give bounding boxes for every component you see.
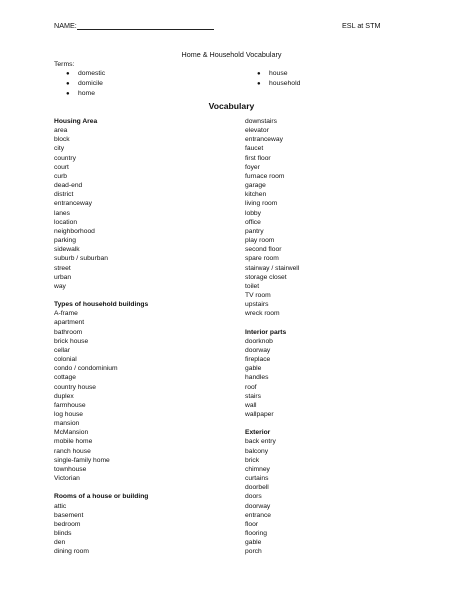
vocab-item: attic bbox=[54, 502, 67, 510]
vocab-item: lanes bbox=[54, 209, 70, 217]
vocab-item: bedroom bbox=[54, 520, 81, 528]
term-item: ● home bbox=[66, 90, 96, 97]
vocab-item: sidewalk bbox=[54, 246, 80, 254]
vocab-item: downstairs bbox=[245, 118, 277, 125]
name-underline bbox=[77, 29, 214, 30]
vocab-item: gable bbox=[245, 365, 262, 373]
vocab-item: lobby bbox=[245, 209, 261, 217]
vocab-item: apartment bbox=[54, 319, 85, 327]
vocab-item: pantry bbox=[245, 227, 264, 235]
vocab-item: area bbox=[54, 127, 68, 135]
vocab-item: stairs bbox=[245, 392, 261, 400]
vocab-item: block bbox=[54, 136, 70, 144]
vocab-item: location bbox=[54, 218, 78, 226]
vocab-item: colonial bbox=[54, 356, 77, 364]
vocab-item: ranch house bbox=[54, 447, 91, 455]
vocab-item: flooring bbox=[245, 530, 267, 537]
vocab-item: first floor bbox=[245, 154, 271, 162]
terms-label: Terms: bbox=[54, 61, 75, 68]
vocab-item: way bbox=[54, 282, 66, 290]
vocab-item: back entry bbox=[245, 438, 276, 446]
vocab-item: duplex bbox=[54, 392, 74, 400]
vocab-item: doorway bbox=[245, 502, 271, 510]
vocab-item: storage closet bbox=[245, 273, 287, 281]
vocab-item: stairway / stairwell bbox=[245, 264, 300, 272]
section-heading: Housing Area bbox=[54, 118, 98, 125]
vocab-item: entrance bbox=[245, 511, 272, 519]
vocab-item: TV room bbox=[245, 291, 271, 299]
vocab-item: curb bbox=[54, 172, 68, 180]
term-item: ● house bbox=[257, 70, 288, 77]
vocab-item: brick house bbox=[54, 337, 89, 345]
vocab-item: court bbox=[54, 163, 69, 171]
vocab-item: living room bbox=[245, 200, 278, 208]
vocab-item: floor bbox=[245, 520, 259, 528]
vocabulary-column-left bbox=[54, 117, 148, 556]
spacer bbox=[245, 318, 299, 327]
vocab-item: entranceway bbox=[245, 136, 283, 144]
vocab-item: dining room bbox=[54, 548, 89, 556]
spacer bbox=[54, 291, 148, 300]
section-heading: Exterior bbox=[245, 429, 271, 437]
bullet-icon: ● bbox=[66, 91, 70, 97]
vocab-item: suburb / suburban bbox=[54, 255, 108, 263]
vocab-item: parking bbox=[54, 237, 76, 245]
vocab-item: handles bbox=[245, 374, 269, 382]
vocab-item: country house bbox=[54, 383, 97, 391]
vocab-item: gable bbox=[245, 539, 262, 547]
document-title: Home & Household Vocabulary bbox=[181, 50, 282, 59]
vocab-item: single-family home bbox=[54, 456, 110, 464]
vocab-item: wreck room bbox=[245, 310, 280, 318]
vocab-item: spare room bbox=[245, 255, 279, 263]
vocab-item: country bbox=[54, 154, 76, 162]
vocab-item: doorbell bbox=[245, 484, 269, 492]
vocab-item: foyer bbox=[245, 163, 260, 171]
vocab-item: cellar bbox=[54, 346, 70, 354]
vocab-item: neighborhood bbox=[54, 227, 95, 235]
name-label: NAME: bbox=[54, 21, 77, 30]
bullet-icon: ● bbox=[257, 81, 261, 87]
vocab-item: chimney bbox=[245, 465, 270, 473]
section-heading: Types of household buildings bbox=[54, 301, 149, 309]
vocab-item: cottage bbox=[54, 374, 76, 382]
vocab-item: doors bbox=[245, 493, 262, 501]
vocab-item: mobile home bbox=[54, 438, 93, 446]
vocab-item: elevator bbox=[245, 127, 269, 135]
vocab-item: kitchen bbox=[245, 191, 267, 199]
vocab-item: roof bbox=[245, 383, 257, 391]
vocab-item: doorknob bbox=[245, 337, 273, 345]
vocab-item: toilet bbox=[245, 282, 260, 290]
vocab-item: wallpaper bbox=[245, 410, 274, 418]
vocab-item: play room bbox=[245, 237, 275, 245]
vocab-item: townhouse bbox=[54, 465, 87, 473]
vocab-item: curtains bbox=[245, 475, 269, 483]
vocab-item: balcony bbox=[245, 447, 269, 455]
term-item: ● domicile bbox=[66, 80, 103, 87]
vocab-item: office bbox=[245, 218, 261, 226]
section-heading: Interior parts bbox=[245, 328, 287, 336]
bullet-icon: ● bbox=[257, 71, 261, 77]
vocab-item: second floor bbox=[245, 246, 282, 254]
vocab-item: McMansion bbox=[54, 429, 89, 437]
vocab-item: blinds bbox=[54, 530, 72, 537]
vocab-item: city bbox=[54, 145, 65, 153]
bullet-icon: ● bbox=[66, 81, 70, 87]
vocab-item: condo / condominium bbox=[54, 365, 118, 373]
vocab-item: porch bbox=[245, 548, 262, 556]
spacer bbox=[54, 483, 148, 492]
vocab-item: district bbox=[54, 191, 74, 199]
vocab-item: bathroom bbox=[54, 328, 83, 336]
school-label: ESL at STM bbox=[342, 21, 381, 30]
vocab-item: A-frame bbox=[54, 310, 78, 318]
vocab-item: doorway bbox=[245, 346, 271, 354]
term-item: ● household bbox=[257, 80, 301, 87]
vocab-item: farmhouse bbox=[54, 401, 86, 409]
vocab-item: upstairs bbox=[245, 301, 269, 309]
vocab-item: dead-end bbox=[54, 182, 83, 190]
vocab-item: Victorian bbox=[54, 475, 80, 483]
term-item: ● domestic bbox=[66, 70, 106, 77]
vocab-item: garage bbox=[245, 182, 266, 190]
vocab-item: log house bbox=[54, 410, 84, 418]
vocab-item: urban bbox=[54, 273, 72, 281]
vocab-item: fireplace bbox=[245, 356, 271, 364]
vocabulary-column-right bbox=[245, 117, 299, 556]
vocab-item: brick bbox=[245, 456, 260, 464]
section-heading: Rooms of a house or building bbox=[54, 493, 149, 501]
vocab-item: entranceway bbox=[54, 200, 92, 208]
vocab-item: furnace room bbox=[245, 172, 285, 180]
vocab-item: mansion bbox=[54, 420, 80, 428]
vocab-item: street bbox=[54, 264, 71, 272]
bullet-icon: ● bbox=[66, 71, 70, 77]
spacer bbox=[245, 419, 299, 428]
vocab-item: wall bbox=[245, 401, 257, 409]
vocab-item: den bbox=[54, 539, 66, 547]
vocab-item: faucet bbox=[245, 145, 264, 153]
vocab-item: basement bbox=[54, 511, 84, 519]
vocabulary-heading: Vocabulary bbox=[208, 101, 255, 111]
